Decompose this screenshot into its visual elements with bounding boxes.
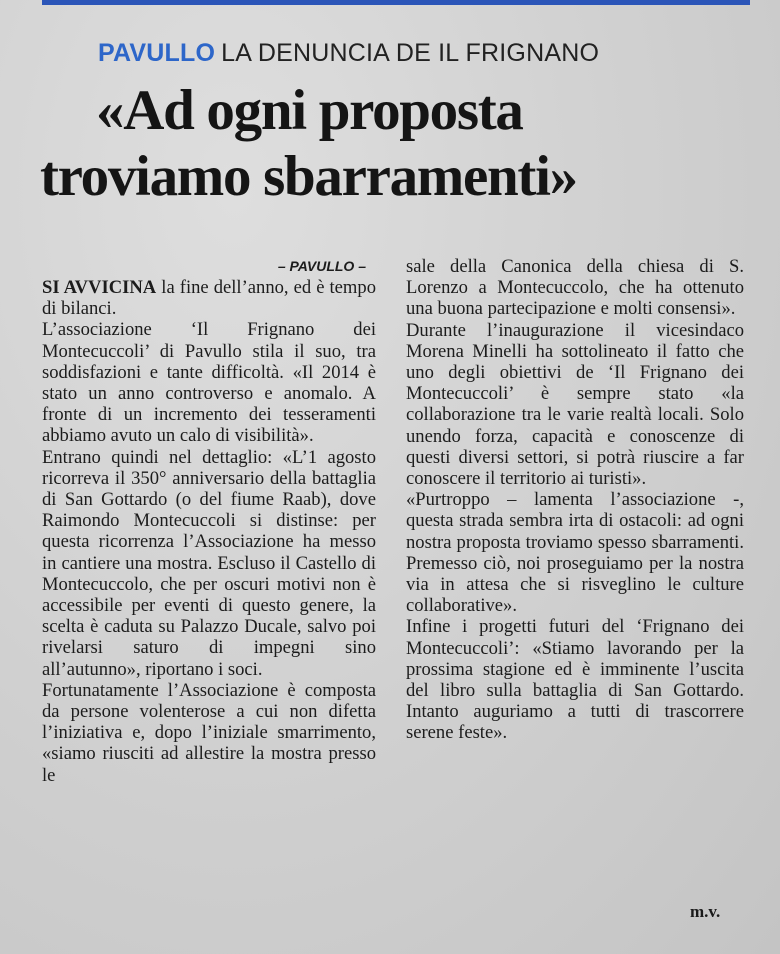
- headline-line-2: troviamo sbarramenti»: [40, 145, 577, 208]
- headline: [40, 78, 760, 210]
- kicker-topic: LA DENUNCIA DE IL FRIGNANO: [221, 39, 600, 67]
- article-column-left: [42, 256, 376, 786]
- paragraph: Infine i progetti futuri del ‘Frignano dei Montecuccoli’: «Stiamo lavorando per la prossima stagione ed è imminente l’uscita del libro sulla battaglia di San Gottardo. Intanto auguriamo a tutti di trascorrere serene feste».: [406, 616, 744, 744]
- paragraph-text: la fine dell’anno, ed è tempo di bilanci.: [42, 277, 376, 320]
- headline-line-1: «Ad ogni proposta: [96, 79, 523, 142]
- paragraph: «Purtroppo – lamenta l’associazione -, questa strada sembra irta di ostacoli: ad ogni nostra proposta troviamo spesso sbarramenti. Premesso ciò, noi proseguiamo per la nostra via in attesa che si risveglino le culture collaborative».: [406, 489, 744, 617]
- lead-words: SI AVVICINA: [42, 277, 157, 298]
- paragraph: Durante l’inaugurazione il vicesindaco Morena Minelli ha sottolineato il fatto che uno degli obiettivi de ‘Il Frignano dei Montecuccoli’ è sempre stato «la collaborazione tra le varie realtà locali. Solo unendo forza, capacità e conoscenze di questi diversi settori, si potrà riuscire a far conoscere il territorio ai turisti».: [406, 319, 744, 490]
- author-signature: m.v.: [690, 902, 721, 921]
- paragraph: Fortunatamente l’Associazione è composta da persone volenterose a cui non difetta l’iniziativa e, dopo l’iniziale smarrimento, «siamo riusciti ad allestire la mostra presso le: [42, 679, 376, 786]
- paragraph: Entrano quindi nel dettaglio: «L’1 agosto ricorreva il 350° anniversario della battaglia di San Gottardo (o del fiume Raab), dove Raimondo Montecuccoli si distinse: per questa ricorrenza l’Associazione ha messo in cantiere una mostra. Escluso il Castello di Montecuccolo, che per oscuri motivi non è accessibile per eventi di questo genere, la scelta è caduta su Palazzo Ducale, salvo poi rivelarsi saturo di impegni sino all’autunno», riportano i soci.: [42, 446, 376, 680]
- paragraph: [42, 277, 376, 319]
- article-column-right: [406, 256, 744, 744]
- top-rule: [42, 0, 750, 5]
- kicker: [98, 38, 599, 68]
- paragraph: L’associazione ‘Il Frignano dei Montecuccoli’ di Pavullo stila il suo, tra soddisfazioni e tante difficoltà. «Il 2014 è stato un anno controverso e anomalo. A fronte di un incremento dei tesseramenti abbiamo avuto un calo di visibilità».: [42, 319, 376, 447]
- kicker-place: PAVULLO: [98, 39, 216, 67]
- paragraph: sale della Canonica della chiesa di S. Lorenzo a Montecuccolo, che ha ottenuto una buona partecipazione e molti consensi».: [406, 256, 744, 320]
- dateline: – PAVULLO –: [277, 258, 366, 274]
